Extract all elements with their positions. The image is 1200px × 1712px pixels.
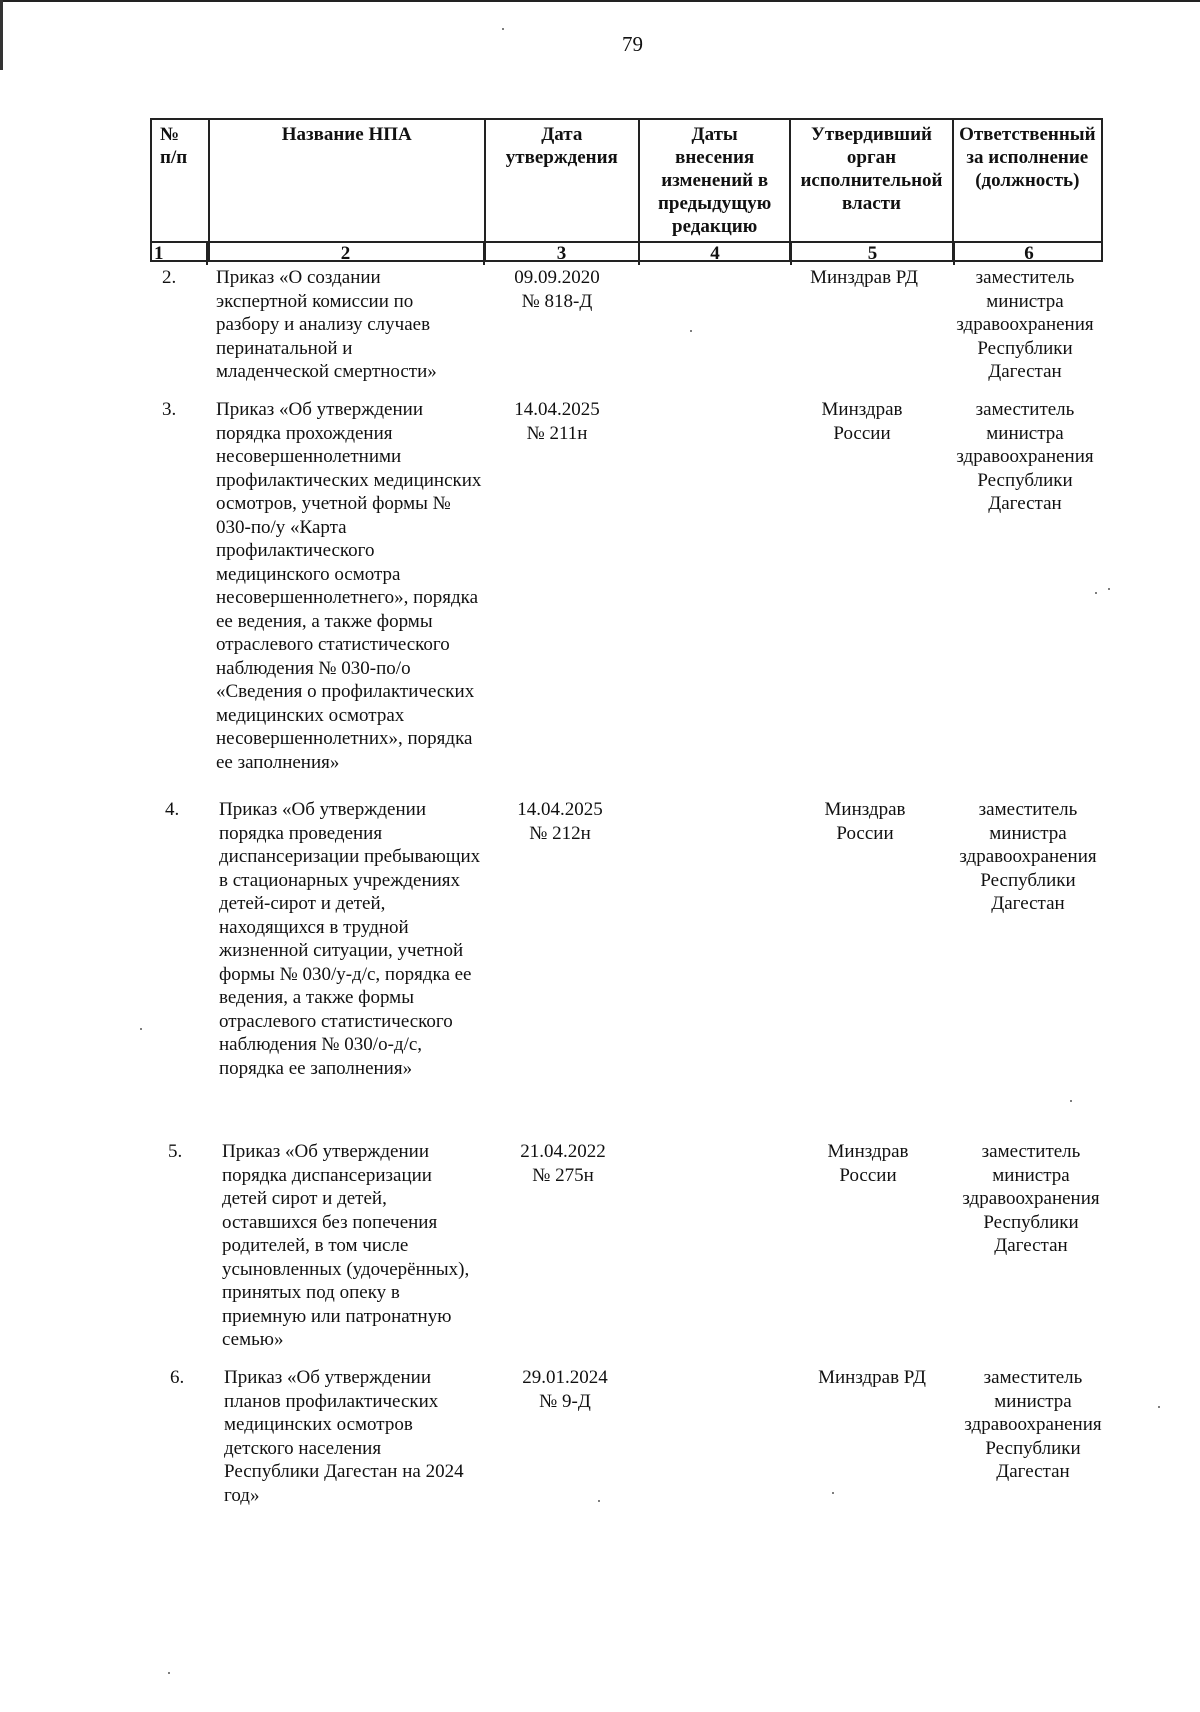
npa-title: Приказ «Об утверждении порядка прохождения несовершеннолетними профилактических медицинских осмотров, учетной формы № 030-по/у «Карта профилактического медицинского осмотра несовершеннолетнего», порядка ее ведения, а также формы отраслевого статистического наблюдения № 030-по/о «Сведения о профилактических медицинских осмотрах несовершеннолетних», порядка ее заполнения» (216, 399, 482, 773)
approval-date (485, 798, 635, 845)
column-number: 5 (792, 243, 955, 265)
scan-speck (140, 1028, 142, 1030)
scan-speck (1158, 1406, 1160, 1408)
doc-number: № 211н (526, 422, 588, 444)
responsible-position: заместитель министра здравоохранения Республики Дагестан (964, 1367, 1102, 1482)
approval-date (482, 266, 632, 313)
doc-number: № 275н (532, 1164, 594, 1186)
header-responsible: Ответственный за исполнение (должность) (959, 124, 1096, 191)
row-number: 6. (170, 1367, 185, 1388)
column-number: 6 (1024, 243, 1034, 264)
npa-title: Приказ «Об утверждении планов профилактических медицинских осмотров детского населения Республики Дагестан на 2024 год» (224, 1367, 464, 1506)
doc-number: № 9-Д (539, 1390, 591, 1412)
scan-top-border (0, 0, 1200, 2)
approving-authority: Минздрав РД (810, 267, 918, 288)
page-number: 79 (622, 32, 643, 56)
column-number-row (150, 241, 1103, 265)
scan-speck (1095, 592, 1097, 594)
responsible-position: заместитель министра здравоохранения Республики Дагестан (959, 799, 1097, 914)
header-name: Название НПА (210, 120, 486, 260)
scan-speck (598, 1500, 600, 1502)
scan-speck (1108, 588, 1110, 590)
header-date: Дата утверждения (486, 120, 640, 260)
row-number: 4. (165, 799, 180, 820)
approval-date (490, 1366, 640, 1413)
npa-title: Приказ «Об утверждении порядка проведения диспансеризации пребывающих в стационарных учреждениях детей-сирот и детей, находящихся в трудной жизненной ситуации, учетной формы № 030/у-д/с, порядка ее ведения, а также формы отраслевого статистического наблюдения № 030/о-д/с, порядка ее заполнения» (219, 799, 481, 1079)
column-number: 4 (640, 243, 792, 265)
date-value: 09.09.2020 (514, 267, 600, 288)
row-number: 3. (162, 399, 177, 420)
header-org: Утвердивший орган исполнительной власти (791, 120, 953, 260)
responsible-position: заместитель министра здравоохранения Республики Дагестан (956, 267, 1094, 382)
date-value: 29.01.2024 (522, 1367, 608, 1388)
header-changes: Даты внесения изменений в предыдущую редакцию (640, 120, 791, 260)
doc-number: № 818-Д (521, 290, 593, 312)
date-value: 21.04.2022 (520, 1141, 606, 1162)
responsible-position: заместитель министра здравоохранения Республики Дагестан (956, 399, 1094, 514)
date-value: 14.04.2025 (514, 399, 600, 420)
row-number: 5. (168, 1141, 183, 1162)
scan-speck (832, 1492, 834, 1494)
approving-authority: Минздрав РД (818, 1367, 926, 1388)
responsible-position: заместитель министра здравоохранения Республики Дагестан (962, 1141, 1100, 1256)
approving-authority: Минздрав России (827, 1141, 909, 1186)
scan-speck (502, 28, 504, 30)
npa-title: Приказ «О создании экспертной комиссии по разбору и анализу случаев перинатальной и младенческой смертности» (216, 267, 437, 382)
approving-authority: Минздрав России (824, 799, 906, 844)
approving-authority: Минздрав России (821, 399, 903, 444)
scan-speck (168, 1672, 170, 1674)
approval-date (482, 398, 632, 445)
row-number: 2. (162, 267, 177, 288)
npa-title: Приказ «Об утверждении порядка диспансеризации детей сирот и детей, оставшихся без попечения родителей, в том числе усыновленных (удочерённых), принятых под опеку в приемную или патронатную семью» (222, 1141, 470, 1350)
doc-number: № 212н (529, 822, 591, 844)
column-number: 2 (208, 243, 485, 265)
scan-speck (690, 330, 692, 332)
date-value: 14.04.2025 (517, 799, 603, 820)
approval-date (488, 1140, 638, 1187)
column-number: 1 (150, 243, 208, 265)
column-number: 3 (485, 243, 640, 265)
header-num: № п/п (152, 120, 210, 260)
scan-speck (1070, 1100, 1072, 1102)
